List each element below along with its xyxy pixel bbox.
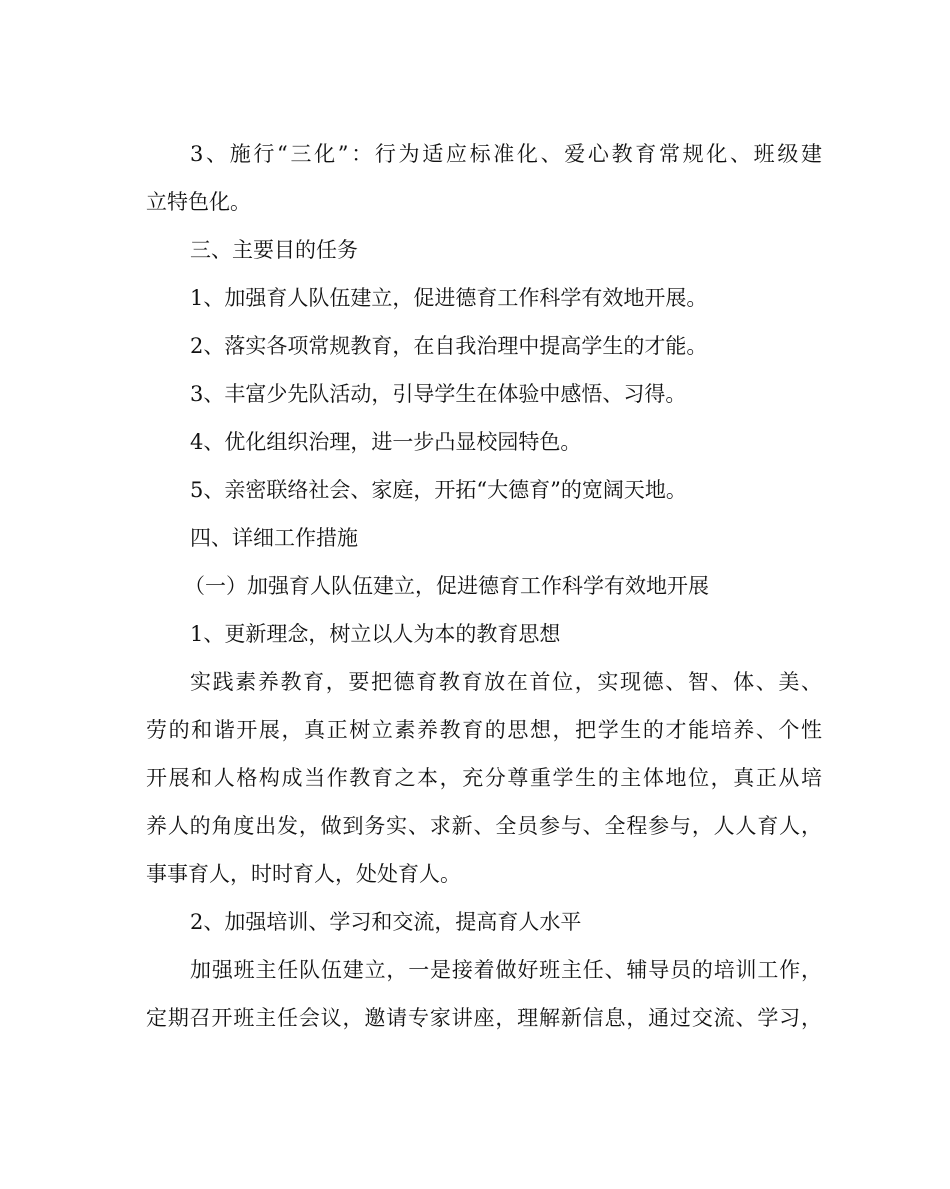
section-heading: 三、主要目的任务 [190,238,358,262]
text-line: 劳的和谐开展，真正树立素养教育的思想，把学生的才能培养、个性 [146,718,822,742]
text-line: 2、加强培训、学习和交流，提高育人水平 [190,910,582,934]
text-line: 1、加强育人队伍建立，促进德育工作科学有效地开展。 [190,286,708,310]
subsection-heading: （一）加强育人队伍建立，促进德育工作科学有效地开展 [184,574,709,598]
section-heading: 四、详细工作措施 [190,526,358,550]
text-line: 立特色化。 [146,190,251,214]
text-line: 加强班主任队伍建立，一是接着做好班主任、辅导员的培训工作， [190,958,822,982]
text-line: 3、丰富少先队活动，引导学生在体验中感悟、习得。 [190,382,687,406]
text-line: 2、落实各项常规教育，在自我治理中提高学生的才能。 [190,334,708,358]
document-body [146,130,822,1042]
text-line: 1、更新理念，树立以人为本的教育思想 [190,622,561,646]
text-line: 3、施行“三化”：行为适应标准化、爱心教育常规化、班级建 [190,142,822,166]
text-line: 定期召开班主任会议，邀请专家讲座，理解新信息，通过交流、学习， [146,1006,822,1030]
text-line: 5、亲密联络社会、家庭，开拓“大德育”的宽阔天地。 [190,478,687,502]
text-line: 事事育人，时时育人，处处育人。 [146,862,461,886]
text-line: 养人的角度出发，做到务实、求新、全员参与、全程参与，人人育人， [146,814,822,838]
text-line: 开展和人格构成当作教育之本，充分尊重学生的主体地位，真正从培 [146,766,822,790]
text-line: 4、优化组织治理，进一步凸显校园特色。 [190,430,582,454]
text-line: 实践素养教育，要把德育教育放在首位，实现德、智、体、美、 [190,670,822,694]
